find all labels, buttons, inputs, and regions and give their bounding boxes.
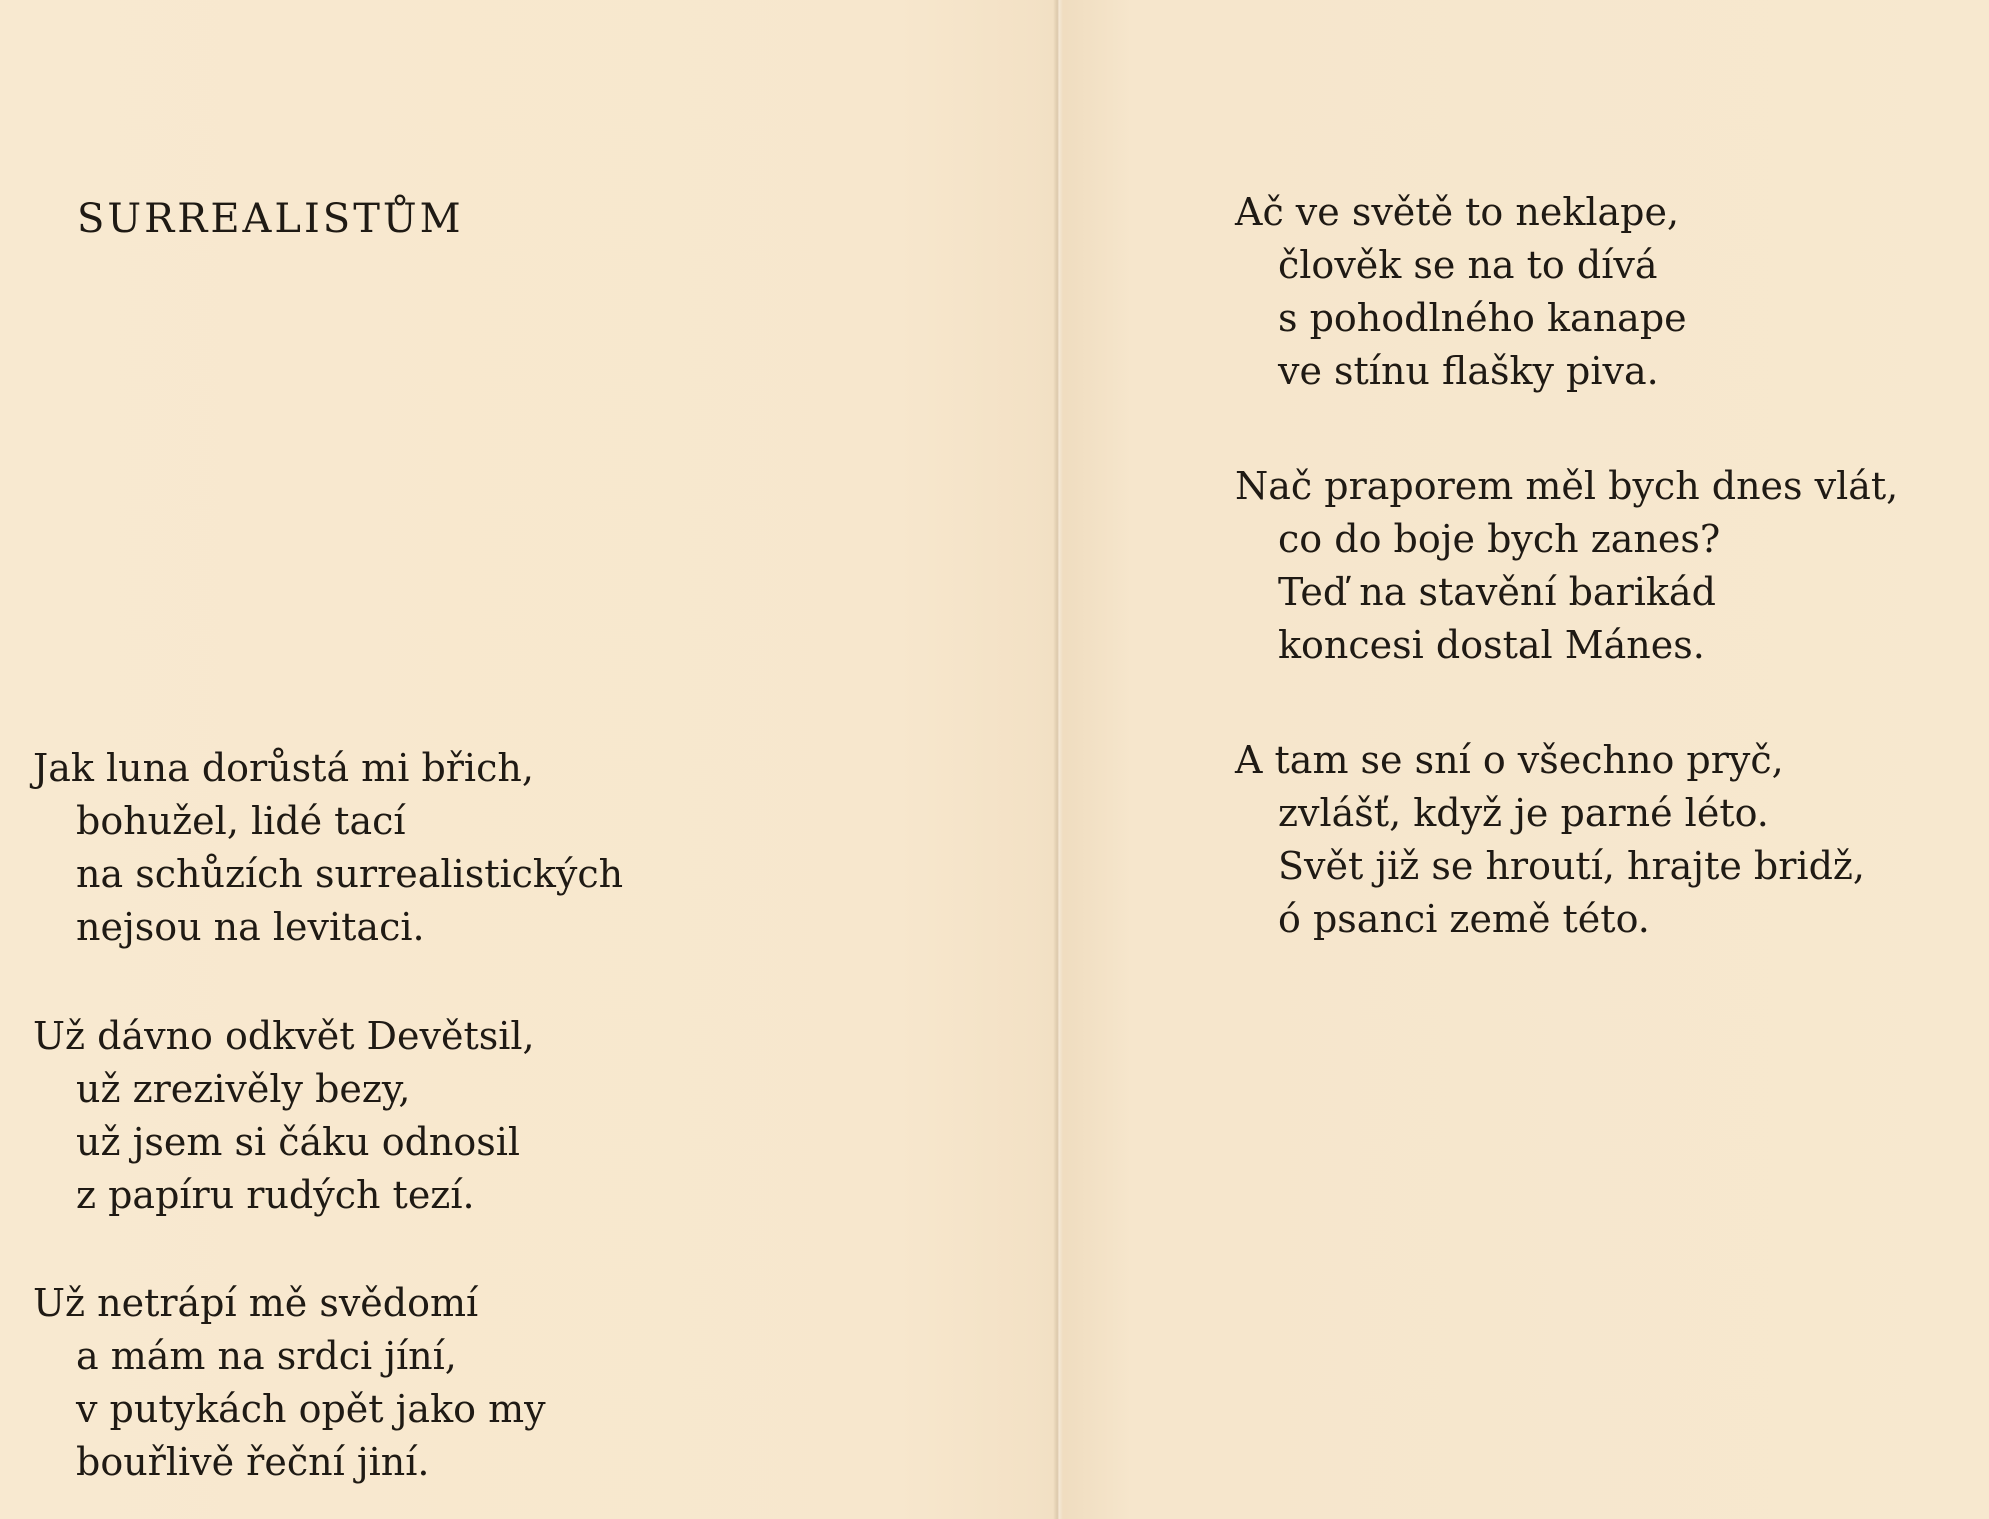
- poem-line: Už dávno odkvět Devětsil,: [33, 1014, 535, 1058]
- poem-line: co do boje bych zanes?: [1278, 517, 1721, 561]
- poem-line: koncesi dostal Mánes.: [1278, 623, 1705, 667]
- stanza-left-3: [33, 1277, 546, 1489]
- poem-line: zvlášť, když je parné léto.: [1278, 791, 1769, 835]
- poem-line: a mám na srdci jíní,: [76, 1334, 457, 1378]
- poem-line: ó psanci země této.: [1278, 897, 1650, 941]
- poem-line: v putykách opět jako my: [76, 1387, 546, 1431]
- stanza-right-2: [1235, 460, 1898, 672]
- poem-line: nejsou na levitaci.: [76, 905, 425, 949]
- poem-line: s pohodlného kanape: [1278, 296, 1687, 340]
- poem-title: SURREALISTŮM: [77, 196, 464, 242]
- poem-line: Už netrápí mě svědomí: [33, 1281, 479, 1325]
- poem-line: Ač ve světě to neklape,: [1235, 190, 1680, 234]
- poem-line: bohužel, lidé tací: [76, 799, 406, 843]
- poem-line: bouřlivě řeční jiní.: [76, 1440, 430, 1484]
- poem-line: ve stínu flašky piva.: [1278, 349, 1659, 393]
- page-fold: [1053, 0, 1063, 1519]
- poem-line: z papíru rudých tezí.: [76, 1173, 475, 1217]
- poem-line: na schůzích surrealistických: [76, 852, 624, 896]
- poem-line: Teď na stavění barikád: [1278, 570, 1716, 614]
- poem-line: Nač praporem měl bych dnes vlát,: [1235, 464, 1899, 508]
- poem-line: Svět již se hroutí, hrajte bridž,: [1278, 844, 1865, 888]
- poem-line: už jsem si čáku odnosil: [76, 1120, 521, 1164]
- stanza-right-1: [1235, 186, 1687, 398]
- poem-line: Jak luna dorůstá mi břich,: [33, 746, 534, 790]
- stanza-left-1: [33, 742, 623, 954]
- poem-line: člověk se na to dívá: [1278, 243, 1658, 287]
- stanza-right-3: [1235, 734, 1865, 946]
- poem-line: A tam se sní o všechno pryč,: [1235, 738, 1784, 782]
- stanza-left-2: [33, 1010, 535, 1222]
- poem-line: už zrezivěly bezy,: [76, 1067, 411, 1111]
